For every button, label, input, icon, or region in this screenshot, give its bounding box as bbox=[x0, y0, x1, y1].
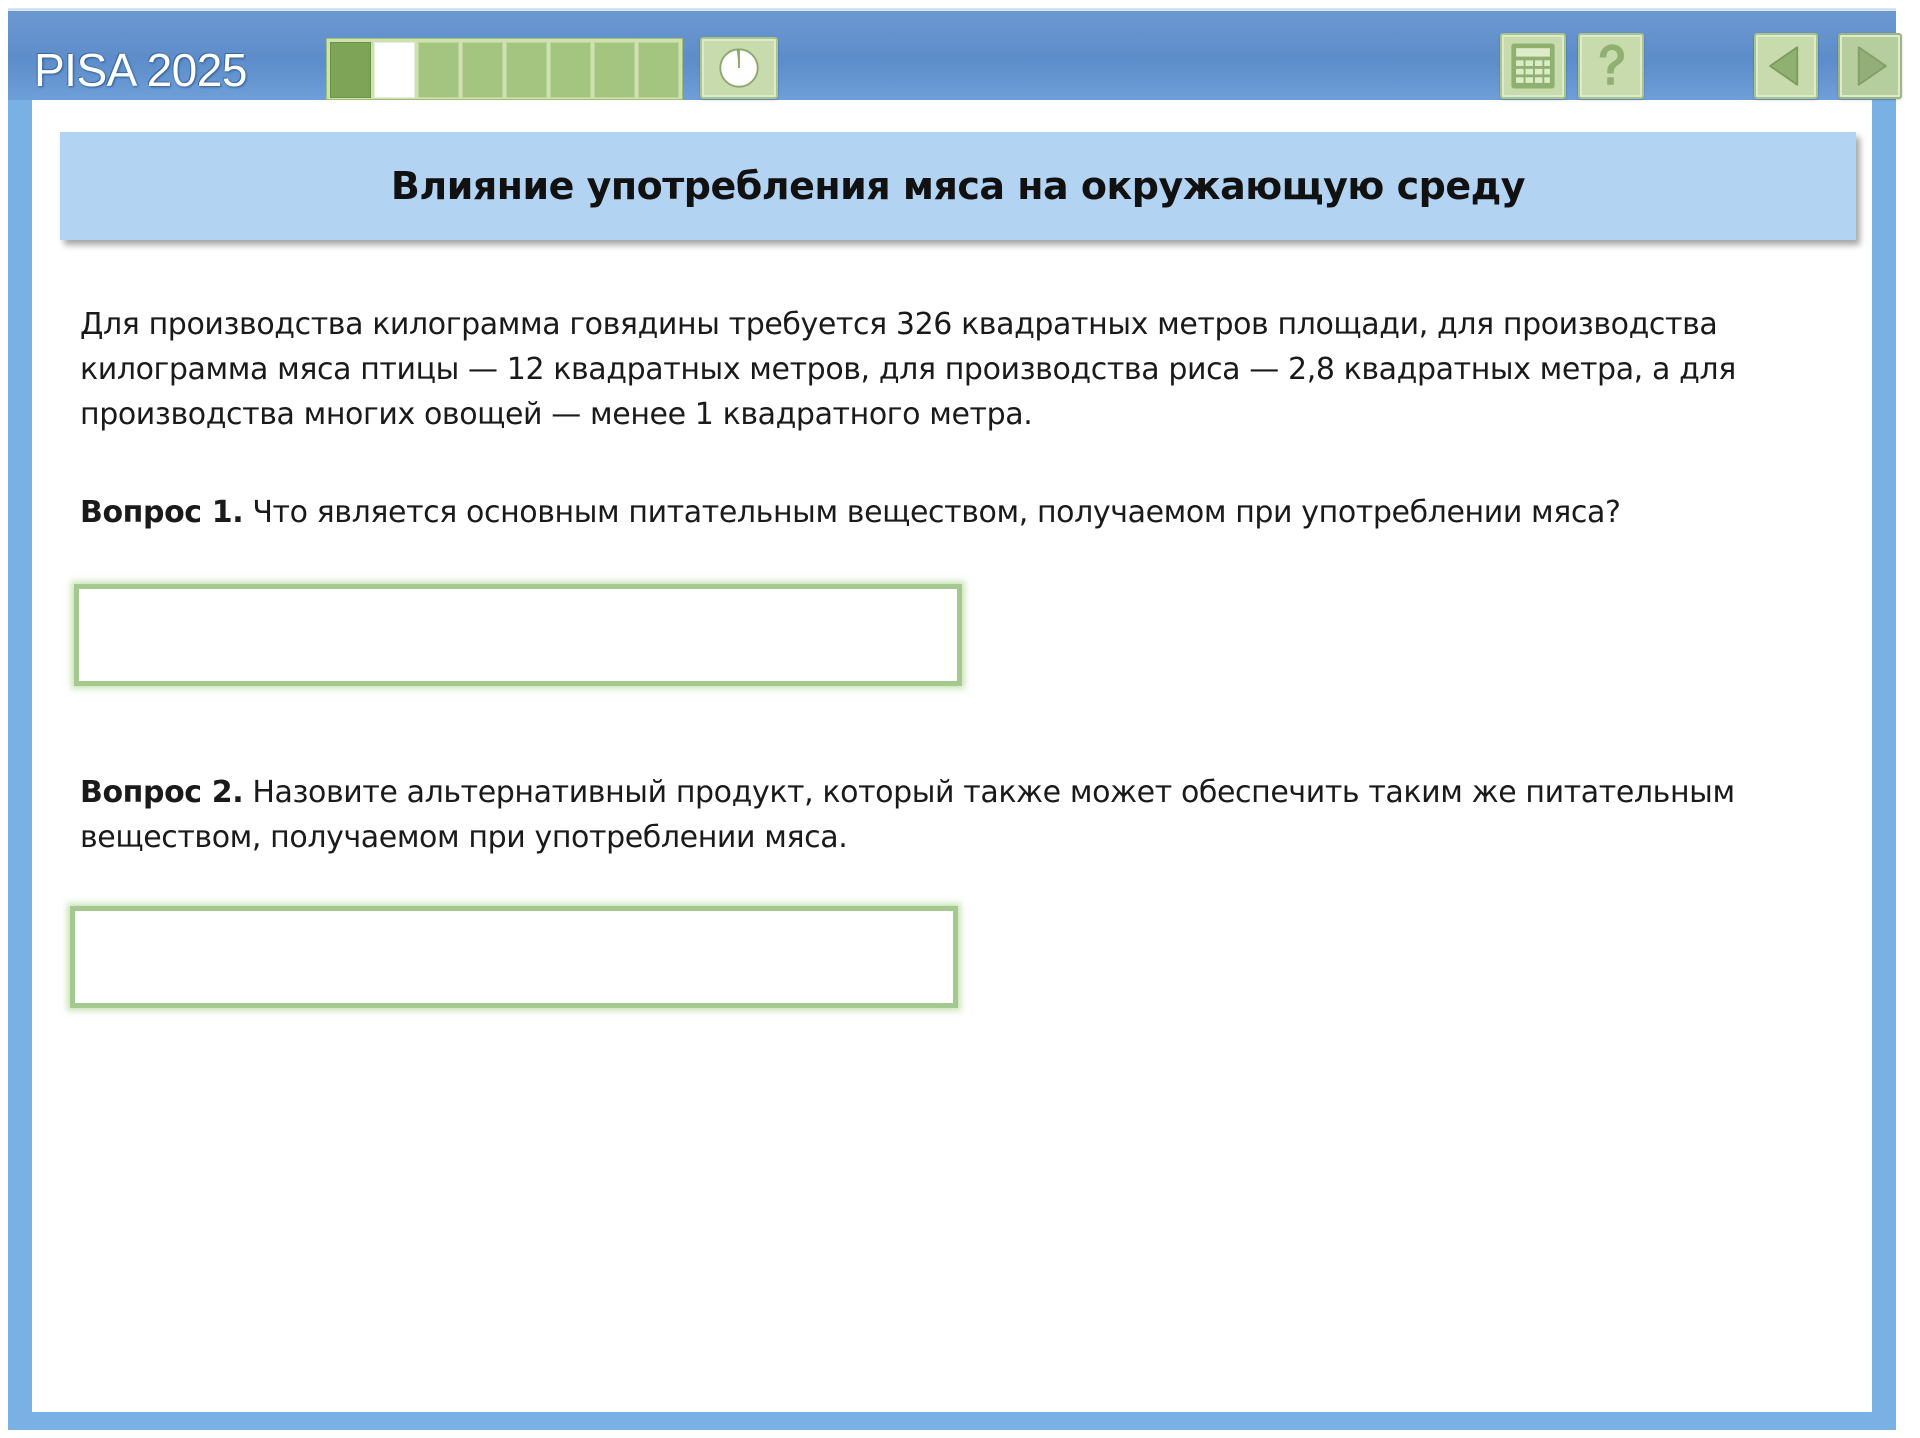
next-arrow-icon bbox=[1840, 35, 1900, 97]
answer-1-input[interactable] bbox=[74, 584, 962, 686]
progress-segment-4 bbox=[462, 42, 503, 98]
progress-segment-2 bbox=[374, 42, 415, 98]
calculator-button[interactable] bbox=[1500, 33, 1566, 99]
timer-button[interactable] bbox=[700, 37, 778, 99]
question-1-label: Вопрос 1. bbox=[80, 495, 244, 530]
top-toolbar bbox=[8, 8, 1896, 100]
unit-title: Влияние употребления мяса на окружающую среду bbox=[390, 164, 1526, 208]
next-button[interactable] bbox=[1838, 33, 1902, 99]
progress-segment-8 bbox=[638, 42, 679, 98]
progress-segment-5 bbox=[506, 42, 547, 98]
help-button[interactable] bbox=[1578, 33, 1644, 99]
progress-segment-6 bbox=[550, 42, 591, 98]
help-icon bbox=[1580, 35, 1642, 97]
question-2-text: Назовите альтернативный продукт, который также может обеспечить таким же питательным веществом, получаемом при употреблении мяса. bbox=[80, 775, 1735, 855]
question-1-text: Что является основным питательным веществом, получаемом при употреблении мяса? bbox=[243, 495, 1621, 530]
progress-segment-3 bbox=[418, 42, 459, 98]
progress-indicator bbox=[326, 38, 683, 100]
answer-2-input[interactable] bbox=[70, 906, 958, 1008]
back-button[interactable] bbox=[1754, 33, 1818, 99]
question-1 bbox=[80, 490, 1810, 535]
progress-segment-7 bbox=[594, 42, 635, 98]
question-2 bbox=[80, 770, 1810, 860]
progress-segment-1 bbox=[330, 42, 371, 98]
back-arrow-icon bbox=[1756, 35, 1816, 97]
calculator-icon bbox=[1502, 35, 1564, 97]
stimulus-passage: Для производства килограмма говядины требуется 326 квадратных метров площади, для производства килограмма мяса птицы — 12 квадратных метров, для производства риса — 2,8 квадратных метра, а для производства многих овощей — менее 1 квадратного метра. bbox=[80, 307, 1736, 432]
question-2-label: Вопрос 2. bbox=[80, 775, 244, 810]
unit-title-band bbox=[60, 132, 1856, 240]
timer-icon bbox=[702, 39, 776, 97]
app-title: PISA 2025 bbox=[34, 44, 247, 96]
